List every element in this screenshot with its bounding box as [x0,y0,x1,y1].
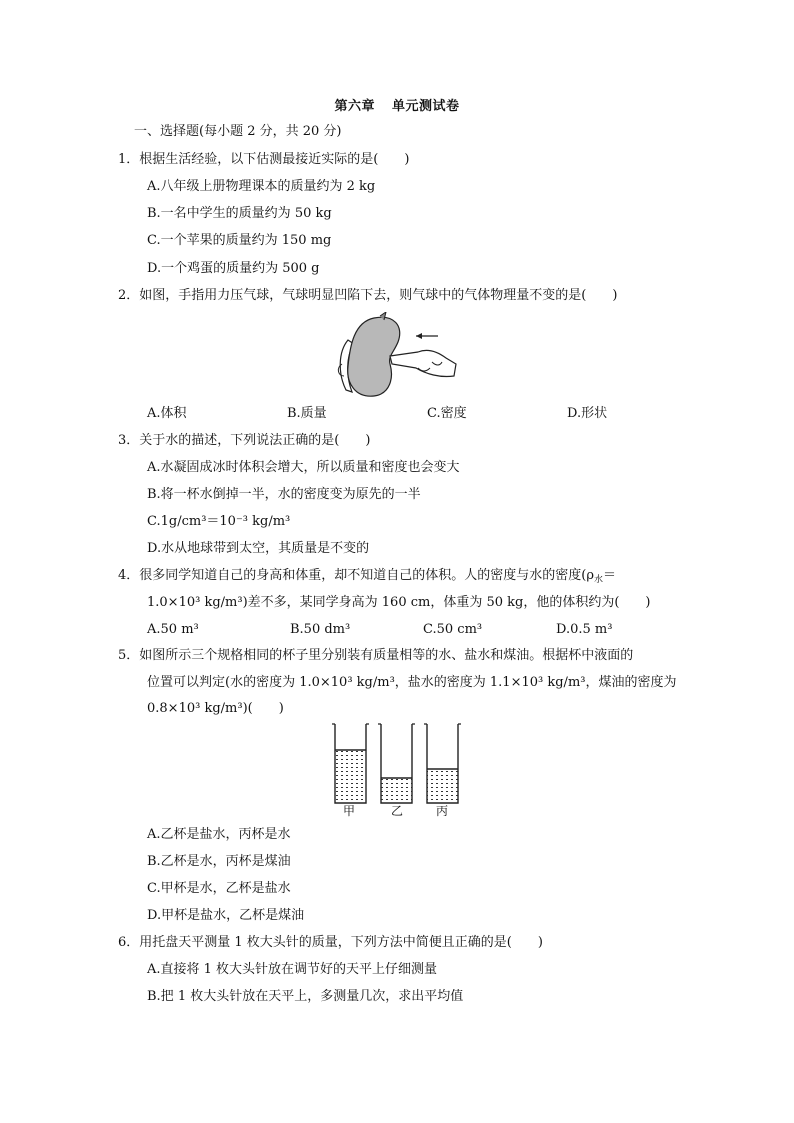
question-6-stem: 6．用托盘天平测量 1 枚大头针的质量，下列方法中简便且正确的是( ) [118,935,543,950]
question-5-option-b: B.乙杯是水，丙杯是煤油 [147,854,291,869]
question-6-option-b: B.把 1 枚大头针放在天平上，多测量几次，求出平均值 [147,989,464,1004]
question-4-option-b: B.50 dm³ [290,622,351,637]
water-subscript: 水 [594,575,604,585]
question-4-option-c: C.50 cm³ [423,622,483,637]
question-4-stem-b: ＝ [603,568,617,583]
cup-label-yi: 乙 [391,804,404,818]
test-name: 单元测试卷 [392,99,460,114]
question-5-stem-line-1: 5．如图所示三个规格相同的杯子里分别装有质量相等的水、盐水和煤油。根据杯中液面的 [118,648,634,663]
section-heading: 一、选择题(每小题 2 分，共 20 分) [134,124,342,139]
question-3-option-d: D.水从地球带到太空，其质量是不变的 [147,541,370,556]
page-title [0,95,794,114]
question-4-stem-a: 4．很多同学知道自己的身高和体重，却不知道自己的体积。人的密度与水的密度(ρ [118,568,594,583]
question-5-option-c: C.甲杯是水，乙杯是盐水 [147,881,291,896]
question-4-stem-line-1 [118,567,616,586]
question-4-option-a: A.50 m³ [147,622,199,637]
question-4-stem-line-2: 1.0×10³ kg/m³)差不多，某同学身高为 160 cm，体重为 50 kg，他的体积约为( ) [147,595,651,610]
cup-yi [378,724,415,803]
question-1-option-c: C.一个苹果的质量约为 150 mg [147,233,332,248]
cup-label-bing: 丙 [436,804,449,818]
question-2-option-c: C.密度 [427,406,467,421]
question-1-option-b: B.一名中学生的质量约为 50 kg [147,206,332,221]
question-3-option-c: C.1g/cm³＝10⁻³ kg/m³ [147,514,291,529]
question-5-stem-line-2: 位置可以判定(水的密度为 1.0×10³ kg/m³，盐水的密度为 1.1×10³ kg/m³，煤油的密度为 [147,675,677,690]
question-2-option-d: D.形状 [567,406,608,421]
cup-bing [424,724,461,803]
question-5-option-d: D.甲杯是盐水，乙杯是煤油 [147,908,305,923]
question-3-option-b: B.将一杯水倒掉一半，水的密度变为原先的一半 [147,487,421,502]
question-1-option-d: D.一个鸡蛋的质量约为 500 g [147,261,320,276]
question-3-option-a: A.水凝固成冰时体积会增大，所以质量和密度也会变大 [147,460,460,475]
question-3-stem: 3．关于水的描述，下列说法正确的是( ) [118,433,371,448]
question-5-stem-line-3: 0.8×10³ kg/m³)( ) [147,701,284,716]
question-2-stem: 2．如图，手指用力压气球，气球明显凹陷下去，则气球中的气体物理量不变的是( ) [118,288,618,303]
question-2-option-a: A.体积 [147,406,187,421]
balloon-finger-figure [334,312,464,398]
cup-label-jia: 甲 [343,804,356,818]
question-4-option-d: D.0.5 m³ [556,622,613,637]
question-1-stem: 1．根据生活经验，以下估测最接近实际的是( ) [118,152,410,167]
cup-jia [332,724,369,803]
question-1-option-a: A.八年级上册物理课本的质量约为 2 kg [147,179,376,194]
question-2-option-b: B.质量 [287,406,327,421]
question-6-option-a: A.直接将 1 枚大头针放在调节好的天平上仔细测量 [147,962,438,977]
chapter-label: 第六章 [334,99,375,114]
question-5-option-a: A.乙杯是盐水，丙杯是水 [147,827,291,842]
